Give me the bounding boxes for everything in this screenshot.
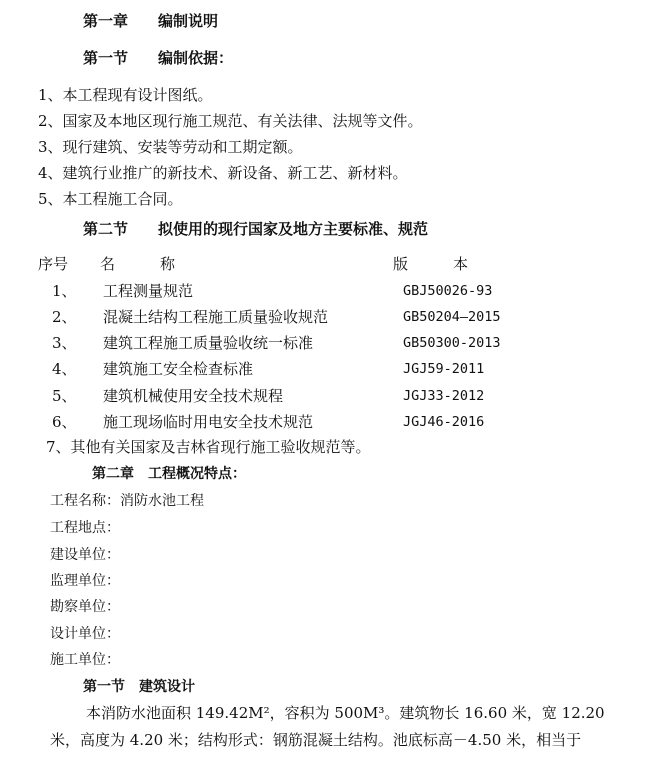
row-seq: 4、: [52, 360, 77, 378]
basis-item: 5、本工程施工合同。: [38, 190, 183, 208]
chapter-1-title: 第一章 编制说明: [83, 12, 219, 30]
table-header-version: 版 本: [393, 255, 469, 273]
basis-item: 1、本工程现有设计图纸。: [38, 86, 213, 104]
basis-item: 4、建筑行业推广的新技术、新设备、新工艺、新材料。: [38, 164, 408, 182]
basis-item: 2、国家及本地区现行施工规范、有关法律、法规等文件。: [38, 112, 423, 130]
section-2-title: 第二节 拟使用的现行国家及地方主要标准、规范: [83, 220, 429, 238]
row-seq: 1、: [52, 282, 77, 300]
field-supervision-unit: 监理单位：: [50, 573, 120, 589]
paragraph-line: 米，高度为 4.20 米；结构形式：钢筋混凝土结构。池底标高－4.50 米，相当于: [50, 731, 582, 749]
row-version: GB50300-2013: [403, 335, 501, 351]
row-name: 工程测量规范: [103, 282, 194, 300]
row-name: 建筑工程施工质量验收统一标准: [103, 334, 314, 352]
table-header-seq: 序号: [38, 255, 69, 273]
section-architecture-title: 第一节 建筑设计: [83, 679, 195, 695]
standards-note: 7、其他有关国家及吉林省现行施工验收规范等。: [46, 438, 371, 456]
paragraph-line: 本消防水池面积 149.42M²，容积为 500M³。建筑物长 16.60 米，宽 12.20: [86, 704, 605, 722]
row-version: JGJ33-2012: [403, 388, 485, 404]
row-name: 混凝土结构工程施工质量验收规范: [103, 308, 329, 326]
row-name: 建筑施工安全检查标准: [103, 360, 254, 378]
row-seq: 5、: [52, 387, 77, 405]
field-construction-unit: 建设单位：: [50, 547, 120, 563]
section-1-title: 第一节 编制依据：: [83, 49, 234, 67]
field-contractor-unit: 施工单位：: [50, 652, 120, 668]
row-name: 建筑机械使用安全技术规程: [103, 387, 284, 405]
field-project-name: 工程名称：消防水池工程: [50, 493, 204, 509]
row-seq: 3、: [52, 334, 77, 352]
row-version: JGJ59-2011: [403, 361, 485, 377]
row-seq: 2、: [52, 308, 77, 326]
row-version: GB50204—2015: [403, 309, 501, 325]
row-version: GBJ50026-93: [403, 283, 493, 299]
basis-item: 3、现行建筑、安装等劳动和工期定额。: [38, 138, 303, 156]
table-header-name: 名 称: [100, 255, 176, 273]
field-survey-unit: 勘察单位：: [50, 599, 120, 615]
row-name: 施工现场临时用电安全技术规范: [103, 413, 314, 431]
field-project-location: 工程地点：: [50, 520, 120, 536]
field-design-unit: 设计单位：: [50, 626, 120, 642]
chapter-2-title: 第二章 工程概况特点：: [92, 466, 246, 482]
row-version: JGJ46-2016: [403, 414, 485, 430]
row-seq: 6、: [52, 413, 77, 431]
